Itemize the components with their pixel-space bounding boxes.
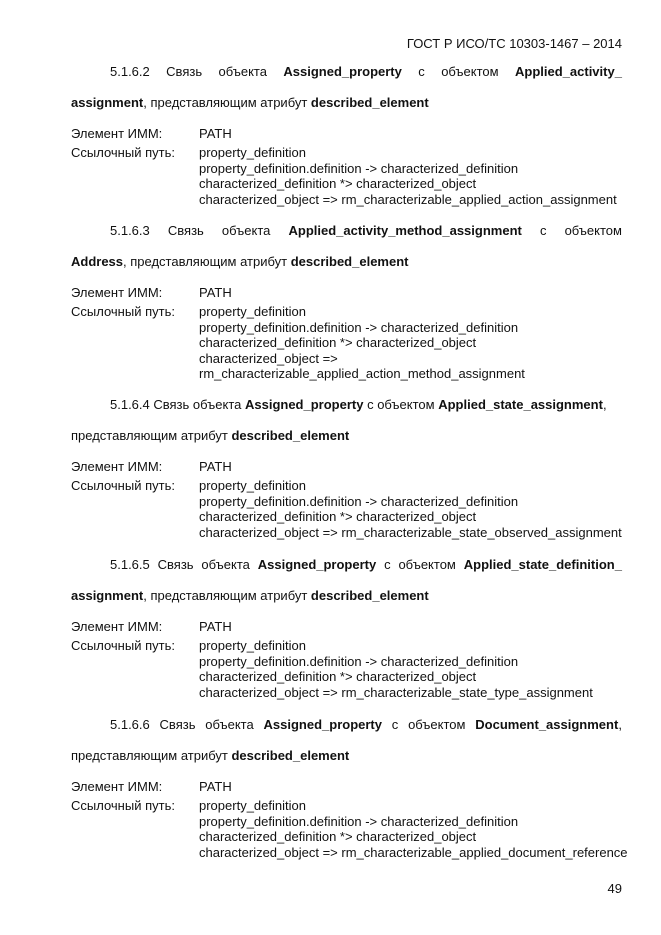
ref-path-label: Ссылочный путь: [71,304,175,320]
section-5-1-6-4 [71,397,622,540]
section-number: 5.1.6.6 [110,717,150,732]
ref-path-row [71,304,622,381]
path-line: rm_characterizable_applied_action_method_assignment [199,366,525,382]
path-line: characterized_definition *> characterized_object [199,335,477,351]
path-line: characterized_object => rm_characterizable_state_observed_assignment [199,524,622,540]
path-line: characterized_object => [199,350,338,366]
attribute-name: described_element [310,588,429,603]
path-line: property_definition [199,638,306,654]
ref-path-value [199,798,628,860]
element-row [71,779,622,794]
ref-path-row [71,478,622,540]
section-title-continuation: представляющим атрибут described_element [71,428,350,443]
attribute-name: described_element [310,95,429,110]
ref-path-label: Ссылочный путь: [71,478,175,494]
element-value: PATH [199,779,232,794]
path-line: property_definition.definition -> characterized_definition [199,319,519,335]
mapping-block [71,459,622,540]
mapping-block [71,126,622,207]
element-label: Элемент ИММ: [71,285,163,300]
ref-path-value [199,145,617,207]
element-label: Элемент ИММ: [71,619,163,634]
entity-name: Assigned_property [257,557,377,572]
target-entity: Address [71,254,124,269]
path-line: property_definition.definition -> characterized_definition [199,653,519,669]
path-line: property_definition.definition -> characterized_definition [199,493,519,509]
section-title-continuation: assignment, представляющим атрибут described_element [71,95,429,110]
section-title: 5.1.6.6 Связь объекта Assigned_property с объектом Document_assignment, [110,717,622,732]
element-label: Элемент ИММ: [71,126,163,141]
entity-name: Assigned_property [263,717,382,732]
section-title-continuation: Address, представляющим атрибут described_element [71,254,409,269]
ref-path-row [71,638,622,700]
ref-path-row [71,145,622,207]
document-header: ГОСТ Р ИСО/ТС 10303-1467 – 2014 [406,36,622,51]
section-5-1-6-6 [71,717,628,860]
section-title: 5.1.6.2 Связь объекта Assigned_property с объектом Applied_activity_ [110,64,622,79]
section-title-continuation: представляющим атрибут described_element [71,748,350,763]
section-number: 5.1.6.2 [110,64,150,79]
path-line: characterized_object => rm_characterizable_applied_document_reference [199,844,628,860]
path-line: characterized_definition *> characterized_object [199,669,477,685]
path-line: property_definition [199,304,306,320]
section-title: 5.1.6.5 Связь объекта Assigned_property с объектом Applied_state_definition_ [110,557,622,572]
ref-path-label: Ссылочный путь: [71,798,175,814]
element-value: PATH [199,459,232,474]
path-line: characterized_object => rm_characterizable_applied_action_assignment [199,191,617,207]
path-line: property_definition [199,145,306,161]
section-title: 5.1.6.4 Связь объекта Assigned_property с объектом Applied_state_assignment, [110,397,607,412]
element-label: Элемент ИММ: [71,779,163,794]
section-title: 5.1.6.3 Связь объекта Applied_activity_method_assignment с объектом [110,223,622,238]
ref-path-value [199,478,622,540]
path-line: property_definition.definition -> characterized_definition [199,160,519,176]
ref-path-value [199,304,525,381]
entity-name: Assigned_property [244,397,364,412]
path-line: characterized_definition *> characterized_object [199,829,477,845]
target-entity: Document_assignment [475,717,619,732]
section-5-1-6-2 [71,64,622,207]
element-row [71,285,622,300]
ref-path-label: Ссылочный путь: [71,145,175,161]
attribute-name: described_element [290,254,409,269]
element-value: PATH [199,285,232,300]
path-line: property_definition [199,798,306,814]
section-number: 5.1.6.3 [110,223,150,238]
path-line: characterized_object => rm_characterizable_state_type_assignment [199,684,593,700]
element-value: PATH [199,126,232,141]
page-number: 49 [607,881,622,896]
target-entity: Applied_activity_ [515,64,622,79]
element-row [71,459,622,474]
section-number: 5.1.6.5 [110,557,150,572]
element-label: Элемент ИММ: [71,459,163,474]
section-title-continuation: assignment, представляющим атрибут described_element [71,588,429,603]
element-row [71,126,622,141]
target-entity: Applied_state_definition_ [463,557,622,572]
attribute-name: described_element [231,748,350,763]
target-entity: Applied_state_assignment [438,397,603,412]
path-line: property_definition [199,478,306,494]
mapping-block [71,619,622,700]
ref-path-value [199,638,593,700]
entity-name: Assigned_property [283,64,402,79]
path-line: characterized_definition *> characterized_object [199,509,477,525]
entity-name: Applied_activity_method_assignment [288,223,522,238]
section-5-1-6-5 [71,557,622,700]
section-5-1-6-3 [71,223,622,381]
attribute-name: described_element [231,428,350,443]
ref-path-row [71,798,628,860]
element-value: PATH [199,619,232,634]
path-line: property_definition.definition -> characterized_definition [199,813,519,829]
mapping-block [71,285,622,381]
element-row [71,619,622,634]
path-line: characterized_definition *> characterized_object [199,176,477,192]
mapping-block [71,779,628,860]
ref-path-label: Ссылочный путь: [71,638,175,654]
